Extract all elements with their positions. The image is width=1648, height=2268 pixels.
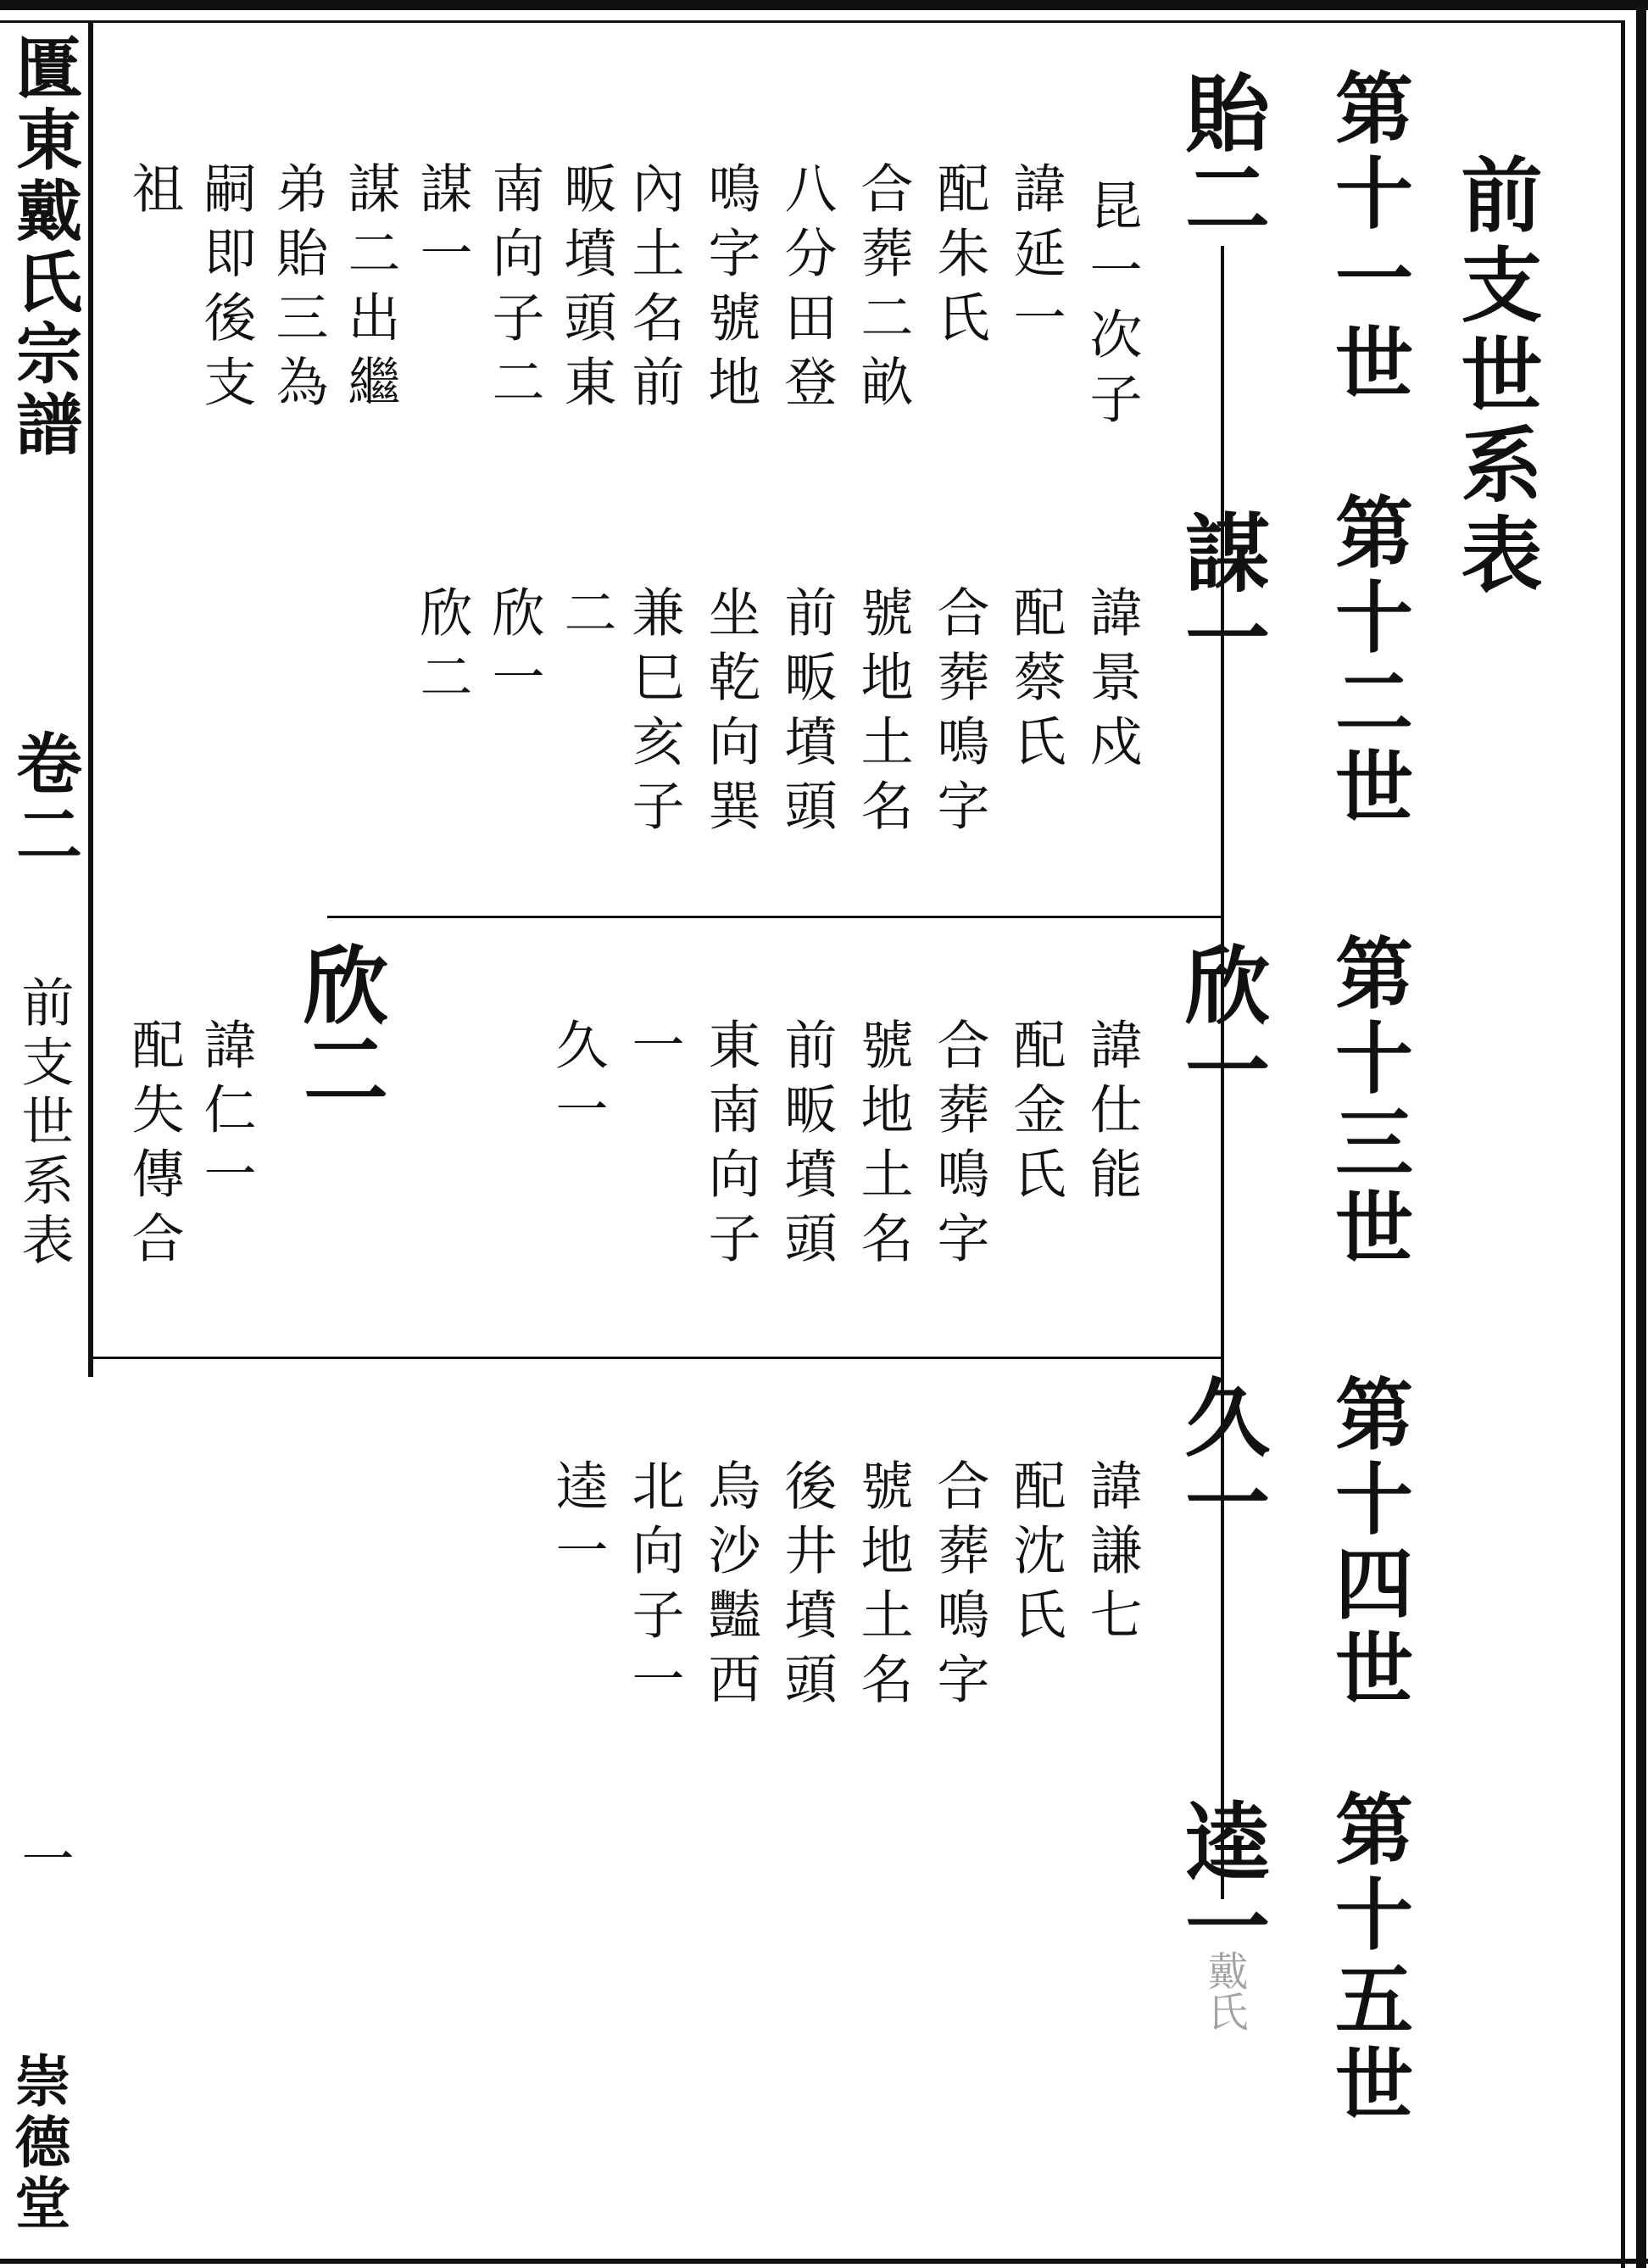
note-xin2-1: 諱仁一 [195, 1017, 257, 1211]
note-jiu1-3: 合葬鳴字 [928, 1458, 990, 1716]
person-kui1: 逵一 [1171, 1797, 1271, 1967]
note-jiu1-4: 號地土名 [852, 1458, 914, 1716]
note-yi2-9: 南向子二 [483, 161, 545, 419]
spine-book-title: 匱東戴氏宗譜 [5, 34, 82, 461]
note-xin1-2: 配金氏 [1005, 1017, 1066, 1211]
note-xin2-2: 配失傳合 [123, 1017, 185, 1275]
note-xin1-1: 諱仕能 [1081, 1017, 1143, 1211]
page-title: 前支世系表 [1448, 153, 1544, 602]
spine-divider [88, 20, 93, 1377]
generation-11: 第十一世 [1322, 68, 1414, 407]
note-xin1-8: 久一 [547, 1017, 609, 1146]
note-xin1-4: 號地土名 [852, 1017, 914, 1275]
spine-volume: 卷二 [5, 729, 82, 872]
note-yi2-1: 昆一次子 [1081, 178, 1143, 436]
note-xin1-3: 合葬鳴字 [928, 1017, 990, 1275]
person-xin1: 欣一 [1171, 941, 1271, 1111]
note-jiu1-7: 北向子一 [623, 1458, 685, 1716]
note-mou1-10: 欣二 [411, 585, 473, 714]
spine-section: 前支世系表 [13, 975, 75, 1272]
note-mou1-1: 諱景戍 [1081, 585, 1143, 778]
note-yi2-14: 祖 [123, 161, 185, 226]
generation-14: 第十四世 [1322, 1374, 1414, 1713]
note-yi2-3: 配朱氏 [928, 161, 990, 354]
upper-lower-divider [88, 1357, 1224, 1359]
note-jiu1-1: 諱謙七 [1081, 1458, 1143, 1652]
lower-divider-short [327, 916, 1224, 918]
spine-page-number: 一 [13, 1831, 75, 1896]
generation-15: 第十五世 [1322, 1789, 1414, 2128]
note-mou1-9: 欣一 [483, 585, 545, 714]
note-yi2-5: 八分田登 [776, 161, 838, 419]
note-yi2-11: 謀二出繼 [339, 161, 401, 419]
generation-12: 第十二世 [1322, 492, 1414, 831]
note-mou1-7: 兼巳亥子 [623, 585, 685, 843]
frame-right-outer-border [1636, 0, 1646, 2268]
person-yi2: 貽二 [1171, 70, 1271, 239]
note-yi2-12: 弟貽三為 [267, 161, 329, 419]
note-mou1-8: 二 [555, 585, 617, 649]
note-jiu1-5: 後井墳頭 [776, 1458, 838, 1716]
note-jiu1-8: 逵一 [547, 1458, 609, 1587]
note-yi2-4: 合葬二畝 [852, 161, 914, 419]
note-xin1-6: 東南向子 [699, 1017, 761, 1275]
note-jiu1-2: 配沈氏 [1005, 1458, 1066, 1652]
frame-top-border [0, 0, 1648, 10]
note-yi2-7: 內土名前 [623, 161, 685, 419]
note-xin1-5: 前畈墳頭 [776, 1017, 838, 1275]
note-mou1-6: 坐乾向巽 [699, 585, 761, 843]
person-xin2: 欣二 [289, 941, 389, 1111]
note-mou1-3: 合葬鳴字 [928, 585, 990, 843]
note-xin1-7: 一 [623, 1017, 685, 1082]
spine-hall-name: 崇德堂 [5, 2052, 71, 2235]
note-yi2-2: 諱延一 [1005, 161, 1066, 354]
seal-stamp: 戴氏 [1200, 1950, 1248, 2031]
frame-right-border [1621, 20, 1625, 2268]
note-yi2-10: 謀一 [411, 161, 473, 290]
person-mou1: 謀一 [1171, 509, 1271, 678]
generation-13: 第十三世 [1322, 933, 1414, 1272]
frame-bottom-border [0, 2259, 1648, 2264]
person-jiu1: 久一 [1171, 1374, 1271, 1543]
note-jiu1-6: 烏沙豔西 [699, 1458, 761, 1716]
note-mou1-2: 配蔡氏 [1005, 585, 1066, 778]
note-yi2-8: 畈墳頭東 [555, 161, 617, 419]
note-yi2-6: 鳴字號地 [699, 161, 761, 419]
note-mou1-5: 前畈墳頭 [776, 585, 838, 843]
frame-top-inner-border [0, 20, 1623, 23]
note-mou1-4: 號地土名 [852, 585, 914, 843]
note-yi2-13: 嗣即後支 [195, 161, 257, 419]
